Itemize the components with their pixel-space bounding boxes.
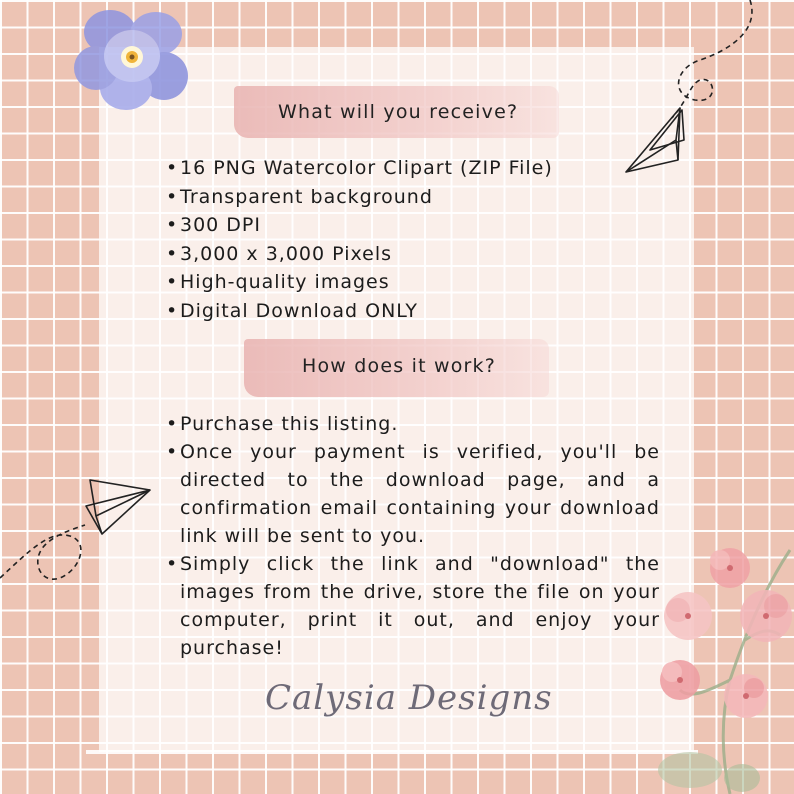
paper-plane-icon xyxy=(0,470,160,590)
blue-flower-icon xyxy=(68,0,194,118)
list-item: • 16 PNG Watercolor Clipart (ZIP File) xyxy=(166,154,596,183)
list-item: • 300 DPI xyxy=(166,211,596,240)
signature-text: Calysia Designs xyxy=(265,678,553,718)
list-item: • 3,000 x 3,000 Pixels xyxy=(166,240,596,269)
list-item: • Simply click the link and "download" the images from the drive, store the file on your computer, print it out, and enjoy your purchase! xyxy=(166,550,660,662)
list-item: • Purchase this listing. xyxy=(166,410,660,438)
heading-receive: What will you receive? xyxy=(278,101,519,123)
how-list xyxy=(166,410,660,662)
pink-flowers-icon xyxy=(650,540,794,794)
heading-how: How does it work? xyxy=(302,355,497,377)
receive-list xyxy=(166,154,596,325)
list-item: • High-quality images xyxy=(166,268,596,297)
bottom-divider xyxy=(86,750,698,754)
list-item: • Digital Download ONLY xyxy=(166,297,596,326)
list-item: • Transparent background xyxy=(166,183,596,212)
paper-plane-icon xyxy=(620,0,794,180)
list-item: • Once your payment is verified, you'll be directed to the download page, and a confirmation email containing your download link will be sent to you. xyxy=(166,438,660,550)
